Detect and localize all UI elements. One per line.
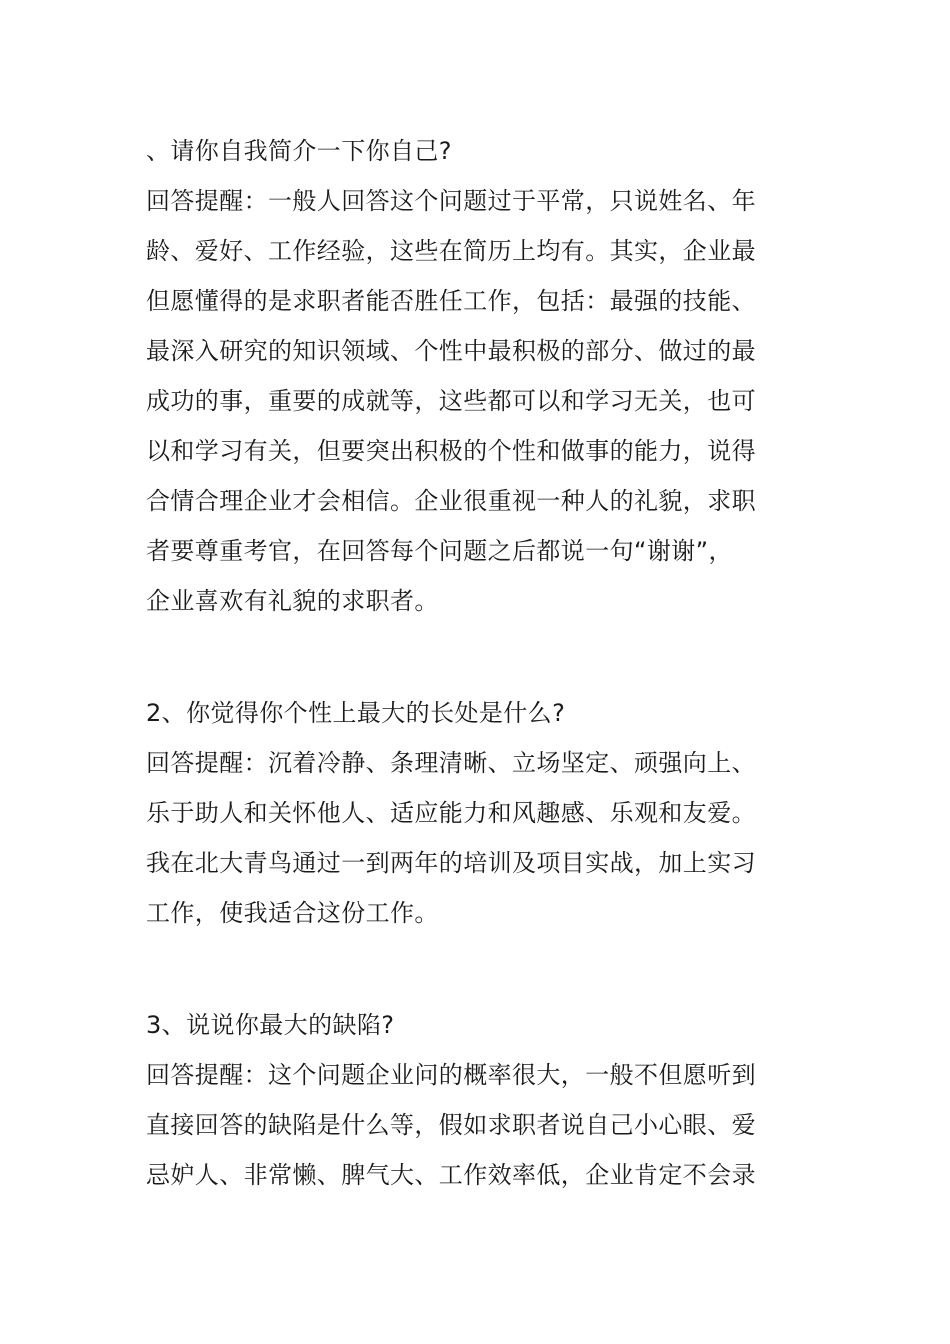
answer-line: 回答提醒：一般人回答这个问题过于平常，只说姓名、年 [146, 187, 756, 215]
question-section-1 [146, 126, 796, 626]
question-heading: 3、说说你最大的缺陷? [146, 1011, 395, 1039]
answer-line: 最深入研究的知识领域、个性中最积极的部分、做过的最 [146, 337, 756, 365]
question-heading: 、请你自我简介一下你自己? [146, 137, 452, 165]
question-heading: 2、你觉得你个性上最大的长处是什么? [146, 699, 566, 727]
question-section-3 [146, 1000, 796, 1200]
answer-line: 直接回答的缺陷是什么等，假如求职者说自己小心眼、爱 [146, 1111, 756, 1139]
answer-line: 回答提醒：这个问题企业问的概率很大，一般不但愿听到 [146, 1061, 756, 1089]
answer-line: 回答提醒：沉着冷静、条理清晰、立场坚定、顽强向上、 [146, 749, 756, 777]
answer-line: 工作，使我适合这份工作。 [146, 899, 439, 927]
question-section-2 [146, 688, 796, 938]
answer-line: 者要尊重考官，在回答每个问题之后都说一句“谢谢”， [146, 537, 733, 565]
answer-line: 合情合理企业才会相信。企业很重视一种人的礼貌，求职 [146, 487, 756, 515]
answer-line: 成功的事，重要的成就等，这些都可以和学习无关，也可 [146, 387, 756, 415]
answer-line: 企业喜欢有礼貌的求职者。 [146, 587, 439, 615]
answer-line: 乐于助人和关怀他人、适应能力和风趣感、乐观和友爱。 [146, 799, 756, 827]
answer-line: 忌妒人、非常懒、脾气大、工作效率低，企业肯定不会录 [146, 1161, 756, 1189]
answer-line: 但愿懂得的是求职者能否胜任工作，包括：最强的技能、 [146, 287, 756, 315]
answer-line: 以和学习有关，但要突出积极的个性和做事的能力，说得 [146, 437, 756, 465]
answer-line: 我在北大青鸟通过一到两年的培训及项目实战，加上实习 [146, 849, 756, 877]
answer-line: 龄、爱好、工作经验，这些在简历上均有。其实，企业最 [146, 237, 756, 265]
